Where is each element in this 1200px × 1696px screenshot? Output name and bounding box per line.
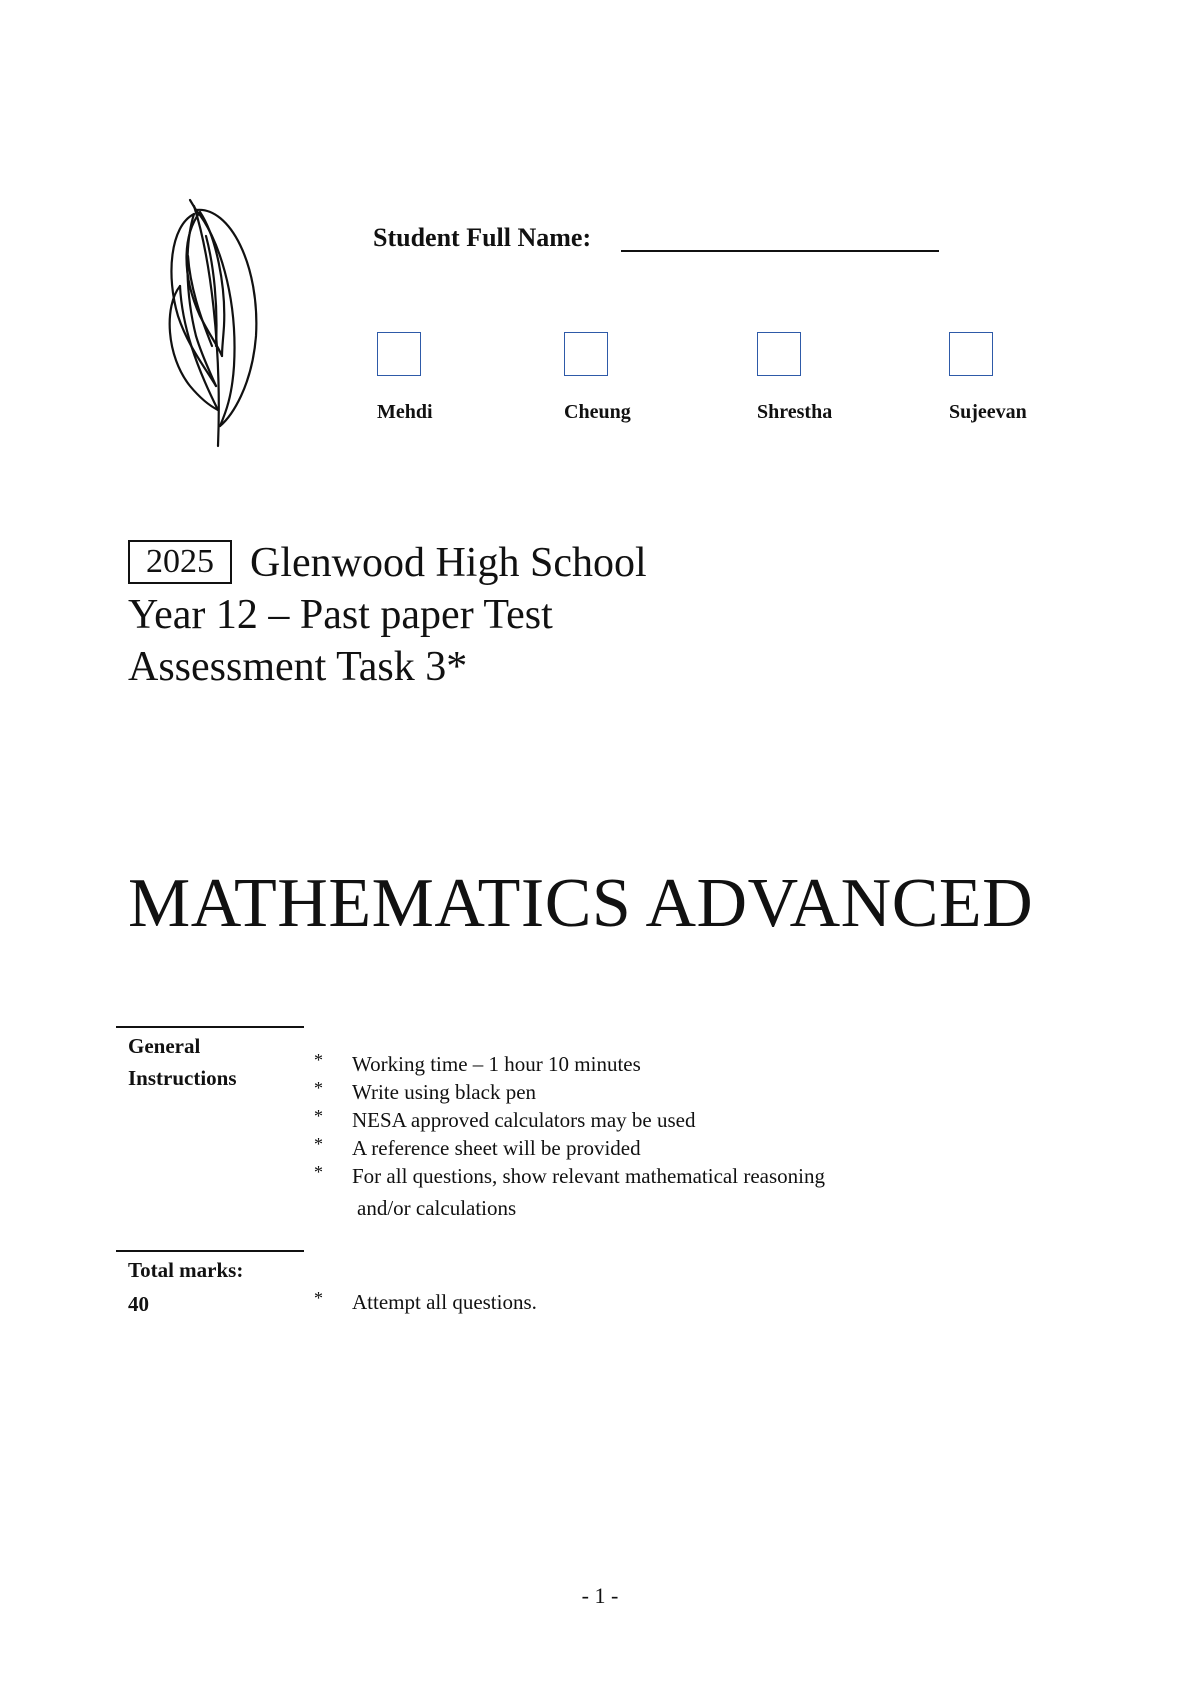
school-name: Glenwood High School <box>250 540 647 586</box>
page-number: - 1 - <box>581 1583 619 1608</box>
general-instructions-label: Instructions <box>128 1066 237 1090</box>
bullet-icon: * <box>314 1078 323 1098</box>
total-marks-value: 40 <box>128 1292 149 1316</box>
school-logo-leaf-icon <box>160 196 280 452</box>
divider <box>116 1250 304 1252</box>
instruction-text: Write using black pen <box>352 1080 537 1104</box>
general-instructions-label: General <box>128 1034 201 1058</box>
teacher-checkbox[interactable] <box>757 332 801 376</box>
total-marks-label: Total marks: <box>128 1258 244 1282</box>
list-item <box>314 1134 825 1162</box>
bullet-icon: * <box>314 1050 323 1070</box>
teacher-name: Mehdi <box>377 401 433 423</box>
teacher-checkbox[interactable] <box>564 332 608 376</box>
instruction-text: For all questions, show relevant mathematical reasoning <box>352 1164 825 1188</box>
test-title: Year 12 – Past paper Test <box>128 592 553 638</box>
instructions-list <box>314 1050 825 1222</box>
student-name-field[interactable] <box>621 250 939 252</box>
teacher-option-sujeevan[interactable] <box>949 332 1089 424</box>
teacher-name: Shrestha <box>757 401 833 423</box>
list-item <box>314 1078 825 1106</box>
teacher-checkbox[interactable] <box>949 332 993 376</box>
bullet-icon: * <box>314 1134 323 1154</box>
instruction-text: NESA approved calculators may be used <box>352 1108 696 1132</box>
divider <box>116 1026 304 1028</box>
teacher-option-mehdi[interactable] <box>377 332 517 424</box>
teacher-option-cheung[interactable] <box>564 332 704 424</box>
bullet-icon: * <box>314 1288 323 1308</box>
attempt-instruction <box>314 1288 537 1316</box>
instruction-text: Attempt all questions. <box>352 1290 537 1314</box>
bullet-icon: * <box>314 1162 323 1182</box>
teacher-name: Cheung <box>564 401 631 423</box>
instruction-text: A reference sheet will be provided <box>352 1136 641 1160</box>
student-name-label: Student Full Name: <box>373 223 592 252</box>
subject-title: MATHEMATICS ADVANCED <box>128 865 1034 942</box>
teacher-option-shrestha[interactable] <box>757 332 897 424</box>
bullet-icon: * <box>314 1106 323 1126</box>
year-box: 2025 <box>128 540 232 584</box>
assessment-task: Assessment Task 3* <box>128 644 468 690</box>
teacher-name: Sujeevan <box>949 401 1027 423</box>
teacher-checkbox[interactable] <box>377 332 421 376</box>
instruction-text: Working time – 1 hour 10 minutes <box>352 1052 641 1076</box>
list-item <box>314 1162 825 1222</box>
list-item <box>314 1050 825 1078</box>
list-item <box>314 1106 825 1134</box>
instruction-continuation: and/or calculations <box>357 1196 517 1220</box>
